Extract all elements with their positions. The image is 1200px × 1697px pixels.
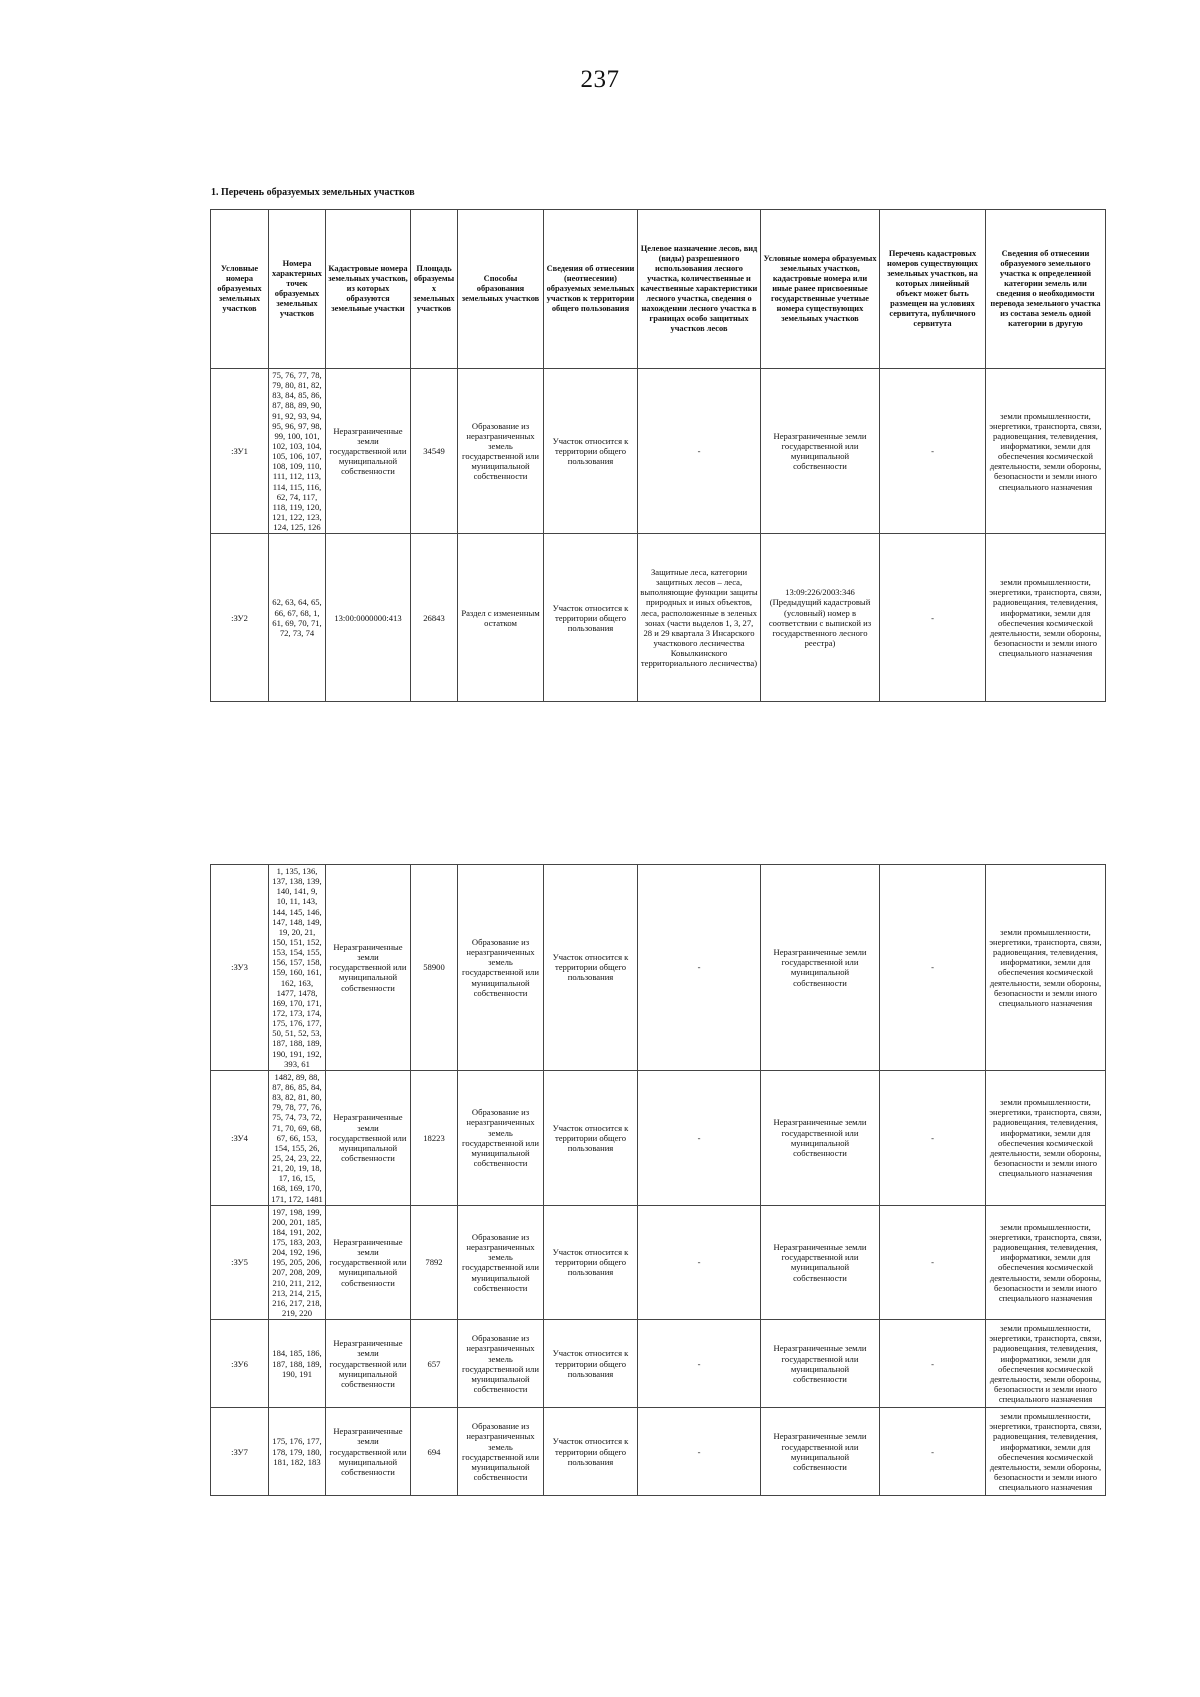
table-row	[211, 1408, 1106, 1496]
plot-numbers: Неразграниченные земли государственной или муниципальной собственности	[761, 1070, 880, 1205]
table-row	[211, 1205, 1106, 1320]
formation-method: Раздел с измененным остатком	[458, 534, 544, 702]
table-row	[211, 369, 1106, 534]
land-category: земли промышленности, энергетики, транспорта, связи, радиовещания, телевидения, информатики, земли для обеспечения космической деятельности, земли обороны, безопасности и земли иного специального назначения	[986, 1320, 1106, 1408]
point-numbers: 1, 135, 136, 137, 138, 139, 140, 141, 9, 10, 11, 143, 144, 145, 146, 147, 148, 149, 19, 20, 21, 150, 151, 152, 153, 154, 155, 156, 157, 158, 159, 160, 161, 162, 163, 1477, 1478, 169, 170, 171, 172, 173, 174, 175, 176, 177, 50, 51, 52, 53, 187, 188, 189, 190, 191, 192, 393, 61	[269, 865, 326, 1071]
servitude-list: -	[880, 1408, 986, 1496]
plot-area: 34549	[411, 369, 458, 534]
point-numbers: 197, 198, 199, 200, 201, 185, 184, 191, 202, 175, 183, 203, 204, 192, 196, 195, 205, 206, 207, 208, 209, 210, 211, 212, 213, 214, 215, 216, 217, 218, 219, 220	[269, 1205, 326, 1320]
column-header: Сведения об отнесении образуемого земельного участка к определенной категории земель или сведения о необходимости перевода земельного участка из состава земель одной категории в другую	[986, 210, 1106, 369]
land-category: земли промышленности, энергетики, транспорта, связи, радиовещания, телевидения, информатики, земли для обеспечения космической деятельности, земли обороны, безопасности и земли иного специального назначения	[986, 865, 1106, 1071]
public-use: Участок относится к территории общего пользования	[544, 1070, 638, 1205]
plot-id: :ЗУ4	[211, 1070, 269, 1205]
forest-info: -	[638, 1408, 761, 1496]
plot-id: :ЗУ2	[211, 534, 269, 702]
point-numbers: 1482, 89, 88, 87, 86, 85, 84, 83, 82, 81, 80, 79, 78, 77, 76, 75, 74, 73, 72, 71, 70, 69, 68, 67, 66, 153, 154, 155, 26, 25, 24, 23, 22, 21, 20, 19, 18, 17, 16, 15, 168, 169, 170, 171, 172, 1481	[269, 1070, 326, 1205]
point-numbers: 175, 176, 177, 178, 179, 180, 181, 182, 183	[269, 1408, 326, 1496]
column-header: Кадастровые номера земельных участков, из которых образуются земельные участки	[326, 210, 411, 369]
plot-numbers: Неразграниченные земли государственной или муниципальной собственности	[761, 865, 880, 1071]
land-category: земли промышленности, энергетики, транспорта, связи, радиовещания, телевидения, информатики, земли для обеспечения космической деятельности, земли обороны, безопасности и земли иного специального назначения	[986, 1070, 1106, 1205]
forest-info: -	[638, 1205, 761, 1320]
public-use: Участок относится к территории общего пользования	[544, 1205, 638, 1320]
point-numbers: 62, 63, 64, 65, 66, 67, 68, 1, 61, 69, 70, 71, 72, 73, 74	[269, 534, 326, 702]
public-use: Участок относится к территории общего пользования	[544, 1408, 638, 1496]
table-row	[211, 1070, 1106, 1205]
land-category: земли промышленности, энергетики, транспорта, связи, радиовещания, телевидения, информатики, земли для обеспечения космической деятельности, земли обороны, безопасности и земли иного специального назначения	[986, 534, 1106, 702]
forest-info: Защитные леса, категории защитных лесов – леса, выполняющие функции защиты природных и иных объектов, леса, расположенные в зеленых зонах (части выделов 1, 3, 27, 28 и 29 квартала 3 Инсарского участкового лесничества Ковылкинского территориального лесничества)	[638, 534, 761, 702]
plot-id: :ЗУ7	[211, 1408, 269, 1496]
forest-info: -	[638, 369, 761, 534]
source-cadastral: Неразграниченные земли государственной или муниципальной собственности	[326, 369, 411, 534]
point-numbers: 75, 76, 77, 78, 79, 80, 81, 82, 83, 84, 85, 86, 87, 88, 89, 90, 91, 92, 93, 94, 95, 96, 97, 98, 99, 100, 101, 102, 103, 104, 105, 106, 107, 108, 109, 110, 111, 112, 113, 114, 115, 116, 62, 74, 117, 118, 119, 120, 121, 122, 123, 124, 125, 126	[269, 369, 326, 534]
source-cadastral: 13:00:0000000:413	[326, 534, 411, 702]
formation-method: Образование из неразграниченных земель государственной или муниципальной собственности	[458, 1070, 544, 1205]
column-header: Номера характерных точек образуемых земельных участков	[269, 210, 326, 369]
land-category: земли промышленности, энергетики, транспорта, связи, радиовещания, телевидения, информатики, земли для обеспечения космической деятельности, земли обороны, безопасности и земли иного специального назначения	[986, 1408, 1106, 1496]
forest-info: -	[638, 1320, 761, 1408]
table-caption: 1. Перечень образуемых земельных участков	[211, 187, 415, 198]
plot-area: 58900	[411, 865, 458, 1071]
formation-method: Образование из неразграниченных земель государственной или муниципальной собственности	[458, 865, 544, 1071]
table-row	[211, 1320, 1106, 1408]
forest-info: -	[638, 865, 761, 1071]
land-category: земли промышленности, энергетики, транспорта, связи, радиовещания, телевидения, информатики, земли для обеспечения космической деятельности, земли обороны, безопасности и земли иного специального назначения	[986, 369, 1106, 534]
source-cadastral: Неразграниченные земли государственной или муниципальной собственности	[326, 1408, 411, 1496]
plot-numbers: 13:09:226/2003:346 (Предыдущий кадастровый (условный) номер в соответствии с выпиской из государственного лесного реестра)	[761, 534, 880, 702]
public-use: Участок относится к территории общего пользования	[544, 865, 638, 1071]
plot-area: 18223	[411, 1070, 458, 1205]
formation-method: Образование из неразграниченных земель государственной или муниципальной собственности	[458, 1408, 544, 1496]
plot-numbers: Неразграниченные земли государственной или муниципальной собственности	[761, 1205, 880, 1320]
source-cadastral: Неразграниченные земли государственной или муниципальной собственности	[326, 1205, 411, 1320]
table-row	[211, 865, 1106, 1071]
plot-id: :ЗУ6	[211, 1320, 269, 1408]
table-header-row	[211, 210, 1106, 369]
source-cadastral: Неразграниченные земли государственной или муниципальной собственности	[326, 1070, 411, 1205]
plot-numbers: Неразграниченные земли государственной или муниципальной собственности	[761, 1408, 880, 1496]
plot-id: :ЗУ5	[211, 1205, 269, 1320]
land-plots-table-bottom	[210, 864, 1106, 1496]
point-numbers: 184, 185, 186, 187, 188, 189, 190, 191	[269, 1320, 326, 1408]
formation-method: Образование из неразграниченных земель государственной или муниципальной собственности	[458, 1205, 544, 1320]
forest-info: -	[638, 1070, 761, 1205]
page-number: 237	[580, 66, 620, 93]
plot-id: :ЗУ1	[211, 369, 269, 534]
plot-area: 694	[411, 1408, 458, 1496]
servitude-list: -	[880, 865, 986, 1071]
servitude-list: -	[880, 534, 986, 702]
plot-area: 657	[411, 1320, 458, 1408]
plot-id: :ЗУ3	[211, 865, 269, 1071]
public-use: Участок относится к территории общего пользования	[544, 369, 638, 534]
formation-method: Образование из неразграниченных земель государственной или муниципальной собственности	[458, 369, 544, 534]
public-use: Участок относится к территории общего пользования	[544, 1320, 638, 1408]
formation-method: Образование из неразграниченных земель государственной или муниципальной собственности	[458, 1320, 544, 1408]
servitude-list: -	[880, 369, 986, 534]
land-plots-table-top	[210, 209, 1106, 702]
column-header: Перечень кадастровых номеров существующих земельных участков, на которых линейный объект может быть размещен на условиях сервитута, публичного сервитута	[880, 210, 986, 369]
plot-area: 26843	[411, 534, 458, 702]
column-header: Условные номера образуемых земельных участков, кадастровые номера или иные ранее присвоенные государственные учетные номера существующих земельных участков	[761, 210, 880, 369]
table-row	[211, 534, 1106, 702]
land-category: земли промышленности, энергетики, транспорта, связи, радиовещания, телевидения, информатики, земли для обеспечения космической деятельности, земли обороны, безопасности и земли иного специального назначения	[986, 1205, 1106, 1320]
column-header: Условные номера образуемых земельных участков	[211, 210, 269, 369]
column-header: Сведения об отнесении (неотнесении) образуемых земельных участков к территории общего пользования	[544, 210, 638, 369]
plot-numbers: Неразграниченные земли государственной или муниципальной собственности	[761, 1320, 880, 1408]
column-header: Площадь образуемых земельных участков	[411, 210, 458, 369]
servitude-list: -	[880, 1070, 986, 1205]
source-cadastral: Неразграниченные земли государственной или муниципальной собственности	[326, 865, 411, 1071]
servitude-list: -	[880, 1320, 986, 1408]
column-header: Способы образования земельных участков	[458, 210, 544, 369]
servitude-list: -	[880, 1205, 986, 1320]
plot-numbers: Неразграниченные земли государственной или муниципальной собственности	[761, 369, 880, 534]
plot-area: 7892	[411, 1205, 458, 1320]
source-cadastral: Неразграниченные земли государственной или муниципальной собственности	[326, 1320, 411, 1408]
public-use: Участок относится к территории общего пользования	[544, 534, 638, 702]
column-header: Целевое назначение лесов, вид (виды) разрешенного использования лесного участка, количественные и качественные характеристики лесного участка, сведения о нахождении лесного участка в границах особо защитных участков лесов	[638, 210, 761, 369]
